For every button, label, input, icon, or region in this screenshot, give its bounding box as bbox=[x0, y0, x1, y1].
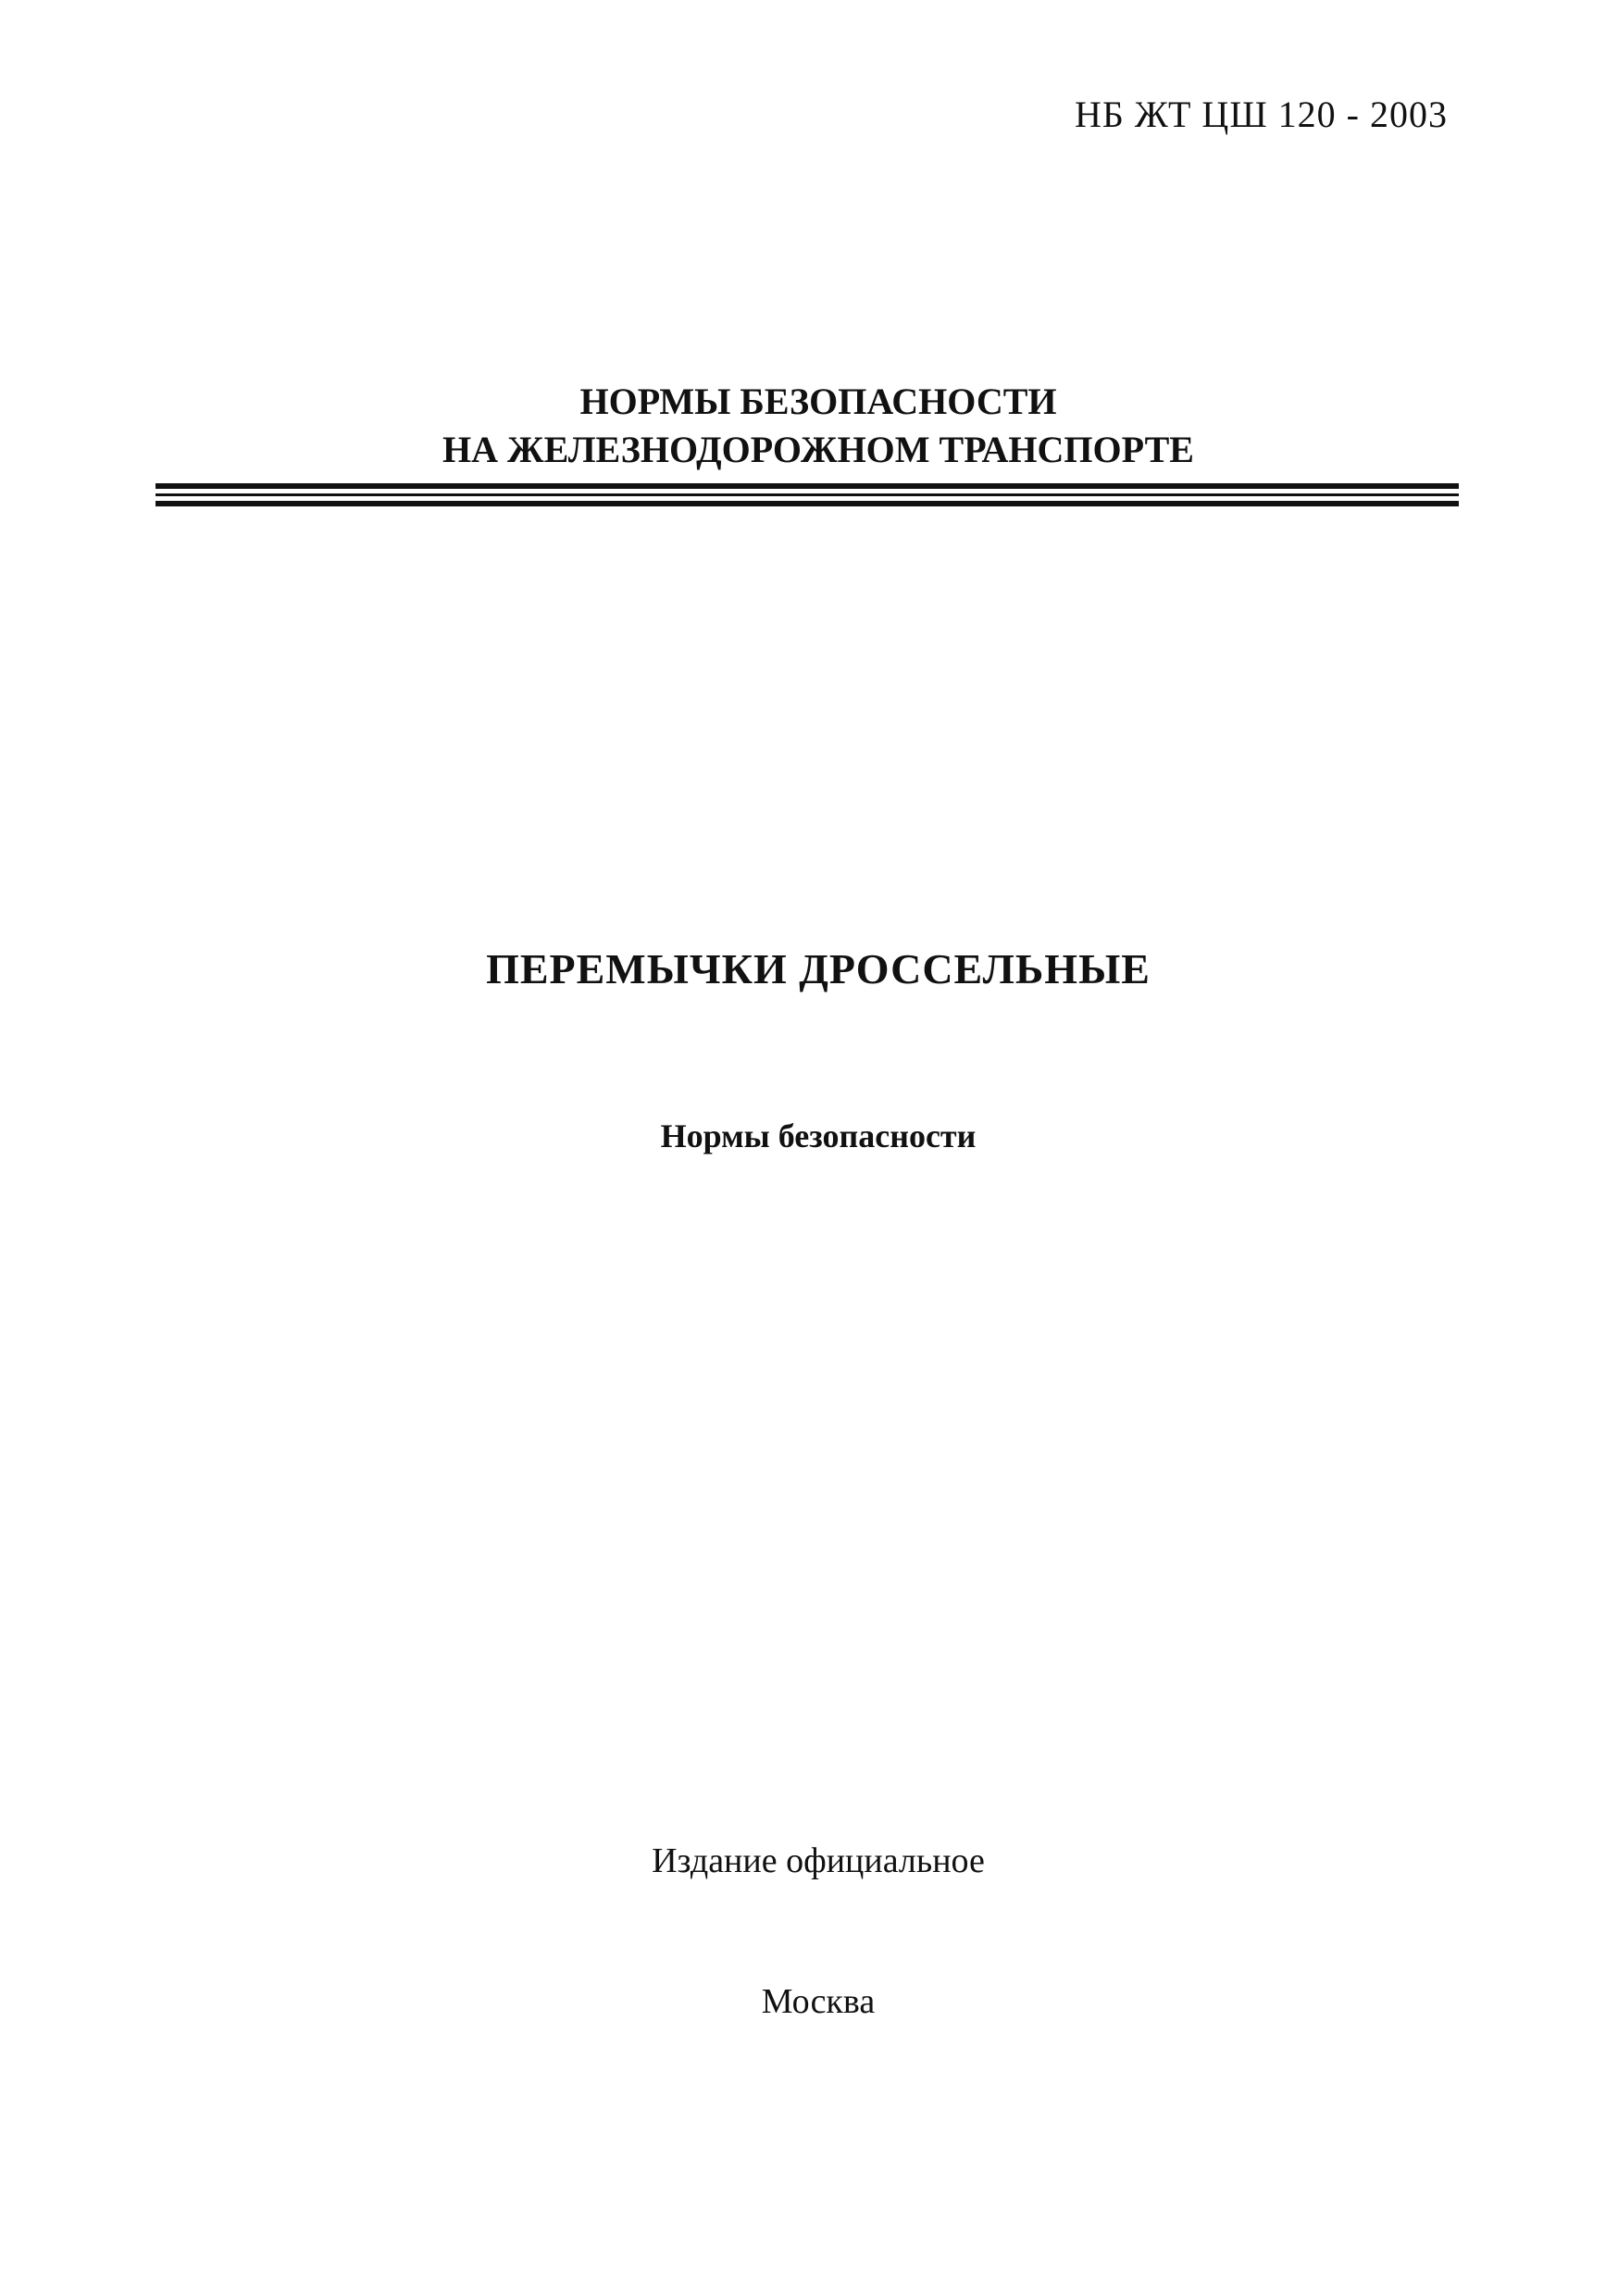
document-code: НБ ЖТ ЦШ 120 - 2003 bbox=[1074, 94, 1448, 135]
divider-rule-top bbox=[156, 483, 1459, 489]
divider-rule-middle bbox=[156, 493, 1459, 496]
document-subtitle: Нормы безопасности bbox=[660, 1117, 977, 1154]
series-heading-line-1: НОРМЫ БЕЗОПАСНОСТИ bbox=[579, 381, 1057, 422]
edition-note: Издание официальное bbox=[652, 1841, 985, 1880]
series-heading bbox=[0, 378, 1618, 474]
document-title: ПЕРЕМЫЧКИ ДРОССЕЛЬНЫЕ bbox=[486, 945, 1151, 992]
divider-rule-bottom bbox=[156, 501, 1459, 506]
series-heading-line-2: НА ЖЕЛЕЗНОДОРОЖНОМ ТРАНСПОРТЕ bbox=[442, 429, 1194, 470]
publication-city: Москва bbox=[761, 1982, 876, 2021]
